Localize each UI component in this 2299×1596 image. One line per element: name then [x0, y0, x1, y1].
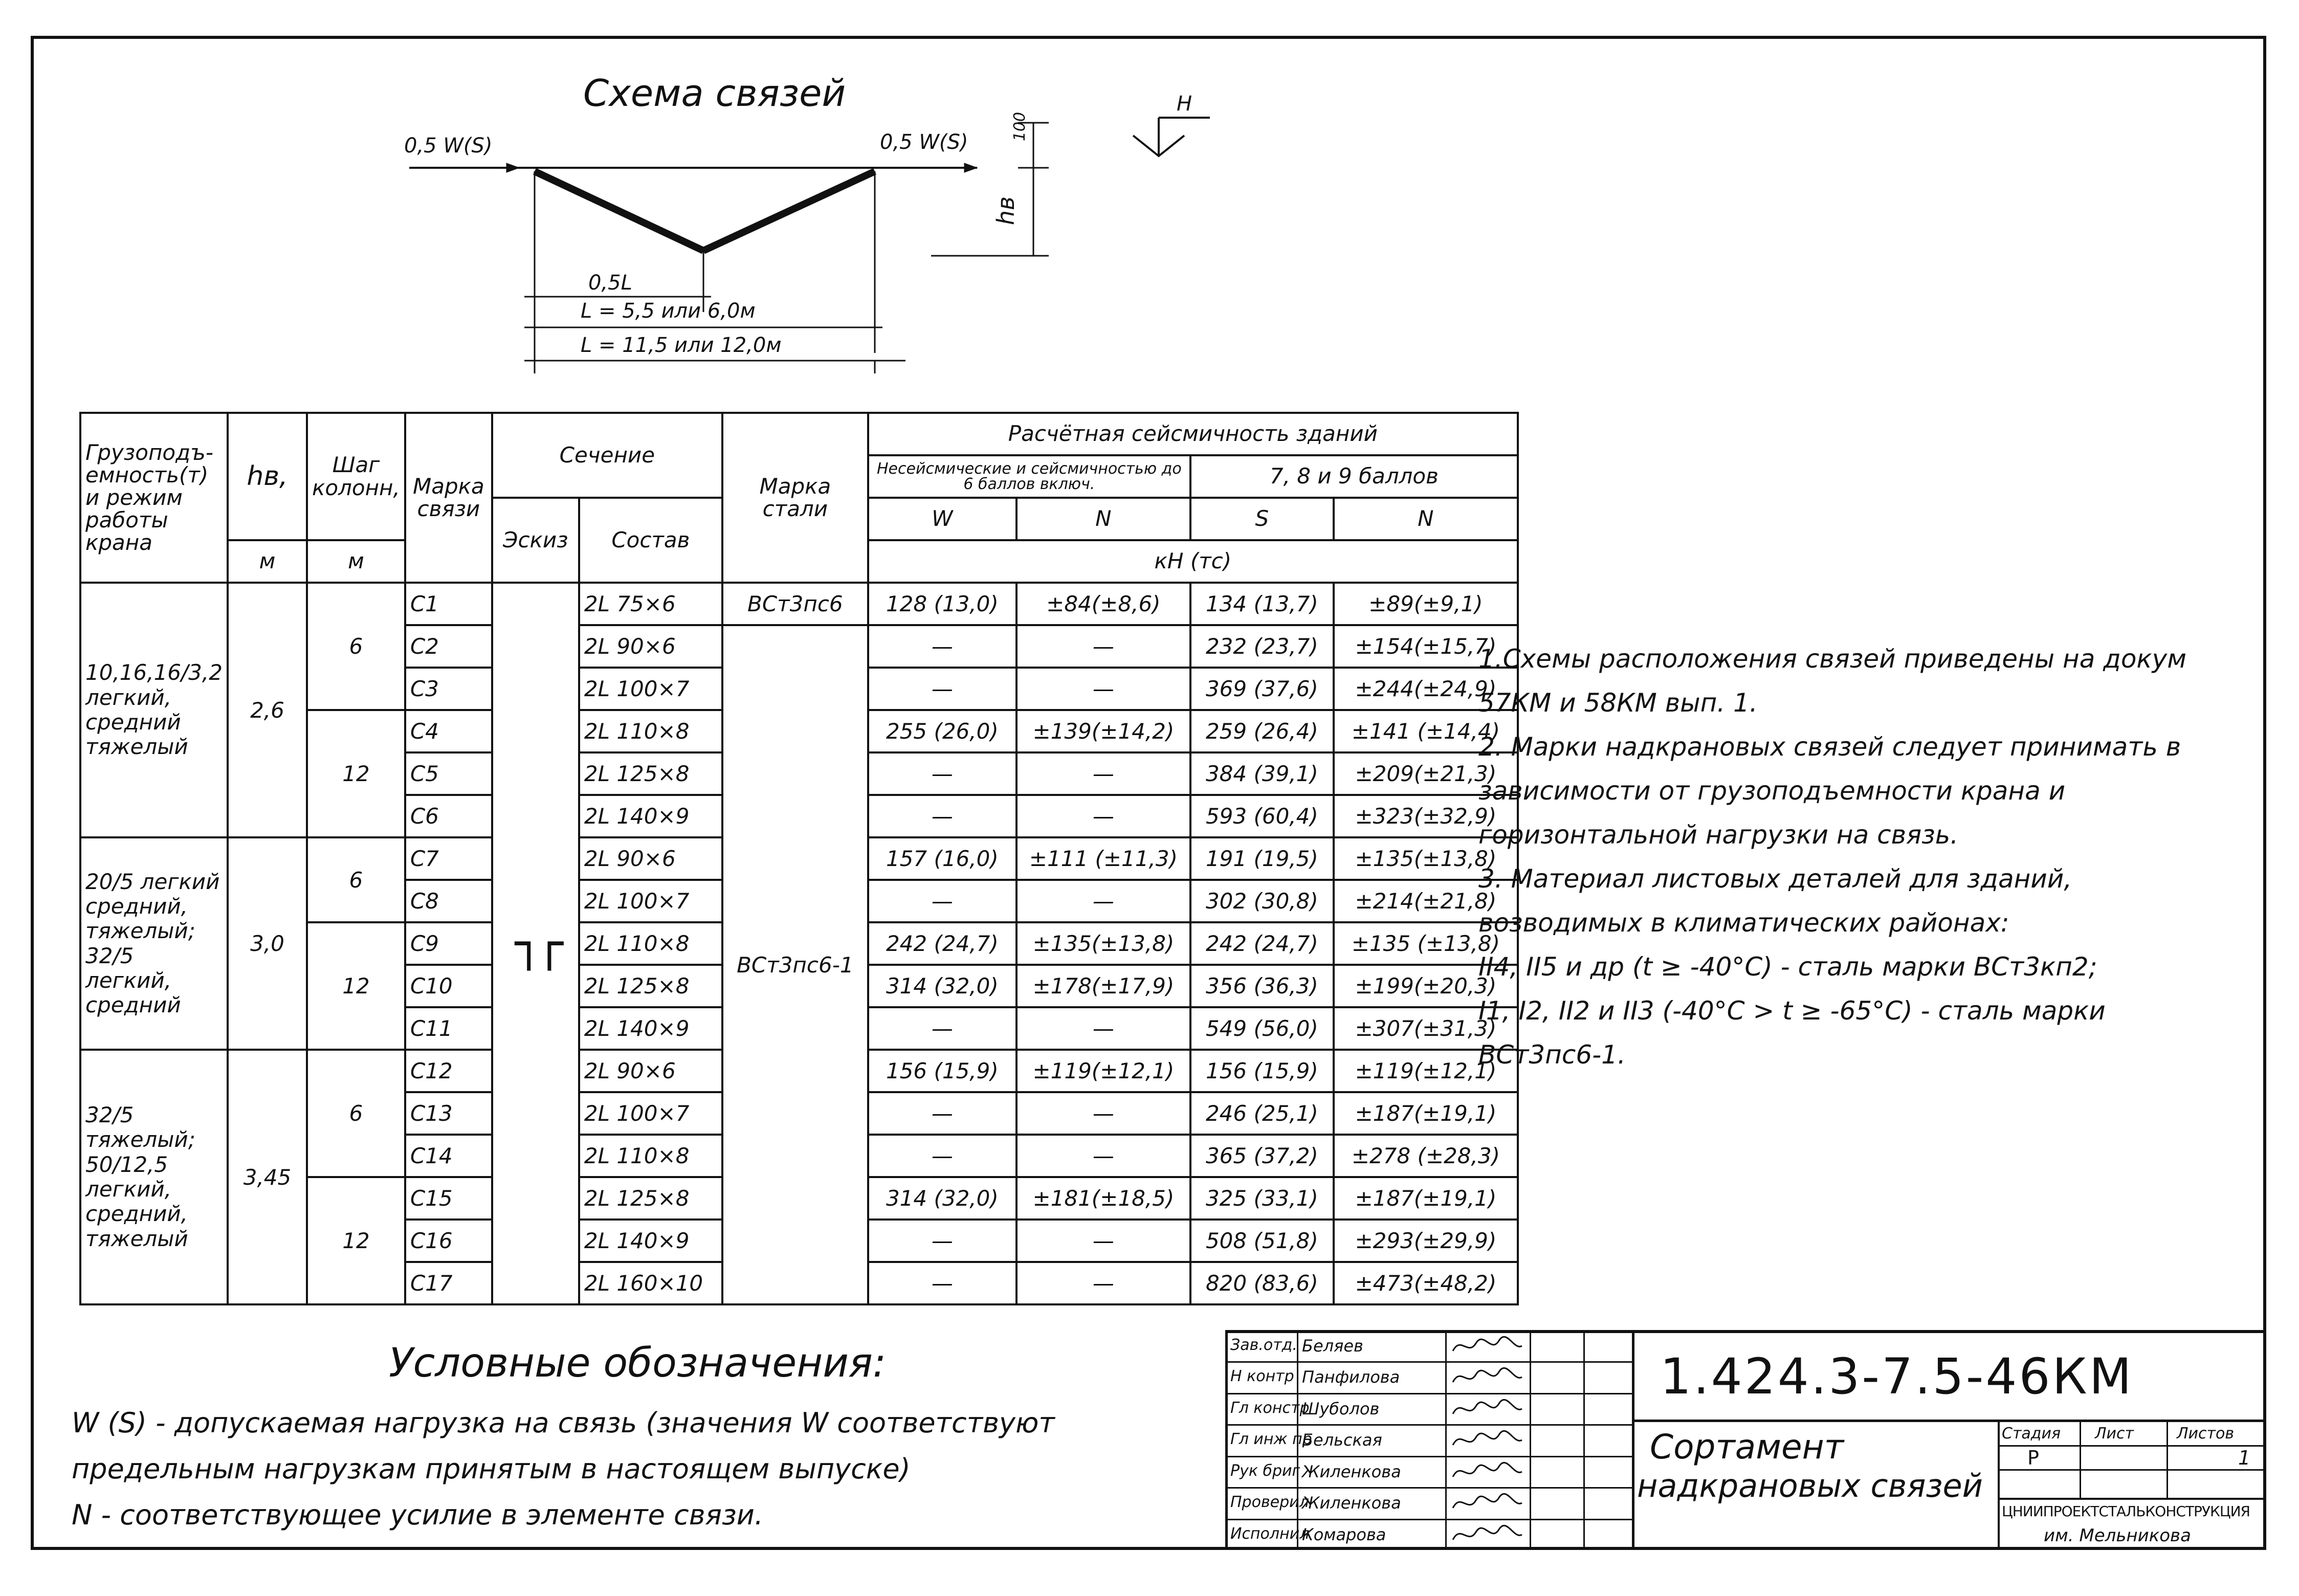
- n-value-cell: ±111 (±11,3): [1016, 837, 1190, 880]
- w-value-cell: —: [868, 668, 1016, 710]
- n2-value-cell: ±141 (±14,4): [1334, 710, 1518, 752]
- s-value-cell: 365 (37,2): [1190, 1135, 1334, 1177]
- composition-cell: 2L 125×8: [579, 752, 722, 795]
- bracing-mark-cell: С16: [405, 1220, 492, 1262]
- n2-value-cell: ±278 (±28,3): [1334, 1135, 1518, 1177]
- legend-line-2: предельным нагрузкам принятым в настоящем выпуске): [72, 1453, 911, 1485]
- s-value-cell: 549 (56,0): [1190, 1007, 1334, 1050]
- role-label: Зав.отд.: [1230, 1336, 1297, 1354]
- scheme-title: Схема связей: [583, 72, 846, 115]
- n2-value-cell: ±89(±9,1): [1334, 583, 1518, 625]
- signature-icon: [1450, 1333, 1527, 1359]
- hb-cell: 2,6: [228, 583, 307, 837]
- n2-value-cell: ±119(±12,1): [1334, 1050, 1518, 1092]
- w-value-cell: 314 (32,0): [868, 1177, 1016, 1220]
- bracing-mark-cell: С9: [405, 922, 492, 965]
- col-w-header: W: [868, 498, 1016, 540]
- composition-cell: 2L 110×8: [579, 710, 722, 752]
- stage-value: Р: [2027, 1447, 2039, 1469]
- seismic789-header: 7, 8 и 9 баллов: [1190, 455, 1518, 498]
- w-value-cell: —: [868, 1135, 1016, 1177]
- bracing-scheme: [389, 66, 1105, 373]
- composition-cell: 2L 75×6: [579, 583, 722, 625]
- seismic-header: Расчётная сейсмичность зданий: [868, 413, 1518, 455]
- signer-name: Комарова: [1302, 1524, 1386, 1544]
- role-label: Гл инж пр: [1230, 1430, 1312, 1449]
- n2-value-cell: ±209(±21,3): [1334, 752, 1518, 795]
- level-mark-label: Н: [1177, 92, 1192, 116]
- col-n-header: N: [1016, 498, 1190, 540]
- n-value-cell: ±178(±17,9): [1016, 965, 1190, 1007]
- composition-cell: 2L 90×6: [579, 837, 722, 880]
- note-3a: II4, II5 и др (t ≥ -40°С) - сталь марки ВСт3кп2;: [1478, 952, 2097, 982]
- n-value-cell: ±84(±8,6): [1016, 583, 1190, 625]
- n2-value-cell: ±135 (±13,8): [1334, 922, 1518, 965]
- composition-cell: 2L 140×9: [579, 1007, 722, 1050]
- n2-value-cell: ±307(±31,3): [1334, 1007, 1518, 1050]
- n-value-cell: ±181(±18,5): [1016, 1177, 1190, 1220]
- role-label: Рук бриг: [1230, 1461, 1300, 1480]
- legend-line-1: W (S) - допускаемая нагрузка на связь (значения W соответствуют: [72, 1407, 1055, 1439]
- n-value-cell: —: [1016, 752, 1190, 795]
- composition-cell: 2L 90×6: [579, 625, 722, 668]
- bracing-mark-cell: С2: [405, 625, 492, 668]
- w-value-cell: —: [868, 752, 1016, 795]
- table-row: [80, 583, 1518, 625]
- n2-value-cell: ±214(±21,8): [1334, 880, 1518, 922]
- bracing-mark-cell: С3: [405, 668, 492, 710]
- w-value-cell: 242 (24,7): [868, 922, 1016, 965]
- bracing-mark-cell: С17: [405, 1262, 492, 1304]
- bracing-mark-cell: С4: [405, 710, 492, 752]
- n-value-cell: —: [1016, 880, 1190, 922]
- n-value-cell: —: [1016, 1135, 1190, 1177]
- w-value-cell: 255 (26,0): [868, 710, 1016, 752]
- n2-value-cell: ±244(±24,9): [1334, 668, 1518, 710]
- signer-name: Беляев: [1302, 1336, 1363, 1356]
- bracing-assortment-table: [79, 412, 1519, 1305]
- w-value-cell: —: [868, 1092, 1016, 1135]
- s-value-cell: 325 (33,1): [1190, 1177, 1334, 1220]
- bracing-mark-cell: С14: [405, 1135, 492, 1177]
- n-value-cell: —: [1016, 1220, 1190, 1262]
- nonseismic-header: Несейсмические и сейсмичностью до 6 баллов включ.: [868, 455, 1190, 498]
- s-value-cell: 820 (83,6): [1190, 1262, 1334, 1304]
- s-value-cell: 302 (30,8): [1190, 880, 1334, 922]
- sheets-header: Листов: [2177, 1425, 2235, 1443]
- col-capacity-header: Грузоподъ-емность(т) и режим работы крана: [80, 413, 228, 583]
- w-value-cell: 314 (32,0): [868, 965, 1016, 1007]
- note-3: 3. Материал листовых деталей для зданий, возводимых в климатических районах:: [1478, 864, 2072, 938]
- composition-cell: 2L 125×8: [579, 1177, 722, 1220]
- level-mark-icon: [1123, 92, 1215, 169]
- col-s-header: S: [1190, 498, 1334, 540]
- n-value-cell: —: [1016, 795, 1190, 837]
- bracing-mark-cell: С5: [405, 752, 492, 795]
- doc-title-line-1: Сортамент: [1650, 1427, 1844, 1467]
- crane-group-cell: 20/5 легкий средний, тяжелый; 32/5 легкий, средний: [80, 837, 228, 1050]
- s-value-cell: 508 (51,8): [1190, 1220, 1334, 1262]
- units-header: кН (тс): [868, 540, 1518, 583]
- bracing-mark-cell: С11: [405, 1007, 492, 1050]
- composition-cell: 2L 125×8: [579, 965, 722, 1007]
- role-label: Н контр: [1230, 1367, 1294, 1386]
- signature-icon: [1450, 1522, 1527, 1547]
- col-step-header: Шаг колонн,: [307, 413, 405, 540]
- w-value-cell: —: [868, 1220, 1016, 1262]
- legend-title: Условные обозначения:: [389, 1340, 887, 1386]
- signature-icon: [1450, 1459, 1527, 1484]
- note-1: 1.Схемы расположения связей приведены на докум 57КМ и 58КМ вып. 1.: [1478, 644, 2186, 718]
- n2-value-cell: ±293(±29,9): [1334, 1220, 1518, 1262]
- span-1-label: L = 5,5 или 6,0м: [581, 299, 756, 323]
- w-value-cell: —: [868, 880, 1016, 922]
- s-value-cell: 242 (24,7): [1190, 922, 1334, 965]
- composition-cell: 2L 140×9: [579, 795, 722, 837]
- load-right-label: 0,5 W(S): [880, 130, 968, 154]
- bracing-mark-cell: С1: [405, 583, 492, 625]
- n-value-cell: ±135(±13,8): [1016, 922, 1190, 965]
- s-value-cell: 593 (60,4): [1190, 795, 1334, 837]
- note-3b: I1, I2, II2 и II3 (-40°С > t ≥ -65°С) - сталь марки: [1478, 996, 2106, 1026]
- signer-name: Жиленкова: [1302, 1493, 1401, 1513]
- doc-title-line-2: надкрановых связей: [1637, 1467, 1983, 1504]
- w-value-cell: —: [868, 795, 1016, 837]
- sheets-value: 1: [2238, 1447, 2251, 1469]
- n2-value-cell: ±187(±19,1): [1334, 1092, 1518, 1135]
- n-value-cell: —: [1016, 1262, 1190, 1304]
- hb-cell: 3,0: [228, 837, 307, 1050]
- col-steel-header: Марка стали: [722, 413, 868, 583]
- role-label: Исполнил: [1230, 1524, 1310, 1543]
- composition-cell: 2L 160×10: [579, 1262, 722, 1304]
- s-value-cell: 369 (37,6): [1190, 668, 1334, 710]
- signer-name: Панфилова: [1302, 1367, 1400, 1387]
- stage-header: Стадия: [2002, 1425, 2061, 1443]
- step-unit: м: [307, 540, 405, 583]
- bracing-mark-cell: С8: [405, 880, 492, 922]
- step-cell: 12: [307, 710, 405, 837]
- crane-group-cell: 32/5 тяжелый; 50/12,5 легкий, средний, тяжелый: [80, 1050, 228, 1304]
- signer-name: Шуболов: [1302, 1399, 1380, 1418]
- signer-name: Бельская: [1302, 1430, 1382, 1450]
- hb-unit: м: [228, 540, 307, 583]
- s-value-cell: 384 (39,1): [1190, 752, 1334, 795]
- dim-hb-label: hв: [992, 196, 1020, 226]
- note-3c: ВСт3пс6-1.: [1478, 1040, 1626, 1070]
- n-value-cell: —: [1016, 625, 1190, 668]
- n2-value-cell: ±154(±15,7): [1334, 625, 1518, 668]
- step-cell: 6: [307, 583, 405, 710]
- steel-cell: ВСт3пс6: [722, 583, 868, 625]
- composition-cell: 2L 110×8: [579, 922, 722, 965]
- title-block: [1225, 1330, 2266, 1550]
- s-value-cell: 156 (15,9): [1190, 1050, 1334, 1092]
- s-value-cell: 259 (26,4): [1190, 710, 1334, 752]
- steel-cell: ВСт3пс6-1: [722, 625, 868, 1304]
- legend-line-3: N - соответствующее усилие в элементе связи.: [72, 1499, 763, 1531]
- col-section-header: Сечение: [492, 413, 722, 498]
- w-value-cell: 157 (16,0): [868, 837, 1016, 880]
- n-value-cell: ±139(±14,2): [1016, 710, 1190, 752]
- w-value-cell: 128 (13,0): [868, 583, 1016, 625]
- s-value-cell: 232 (23,7): [1190, 625, 1334, 668]
- bracing-mark-cell: С12: [405, 1050, 492, 1092]
- col-sketch-header: Эскиз: [492, 498, 579, 583]
- n2-value-cell: ±323(±32,9): [1334, 795, 1518, 837]
- signature-icon: [1450, 1364, 1527, 1390]
- role-label: Гл констр: [1230, 1399, 1310, 1417]
- col-mark-header: Марка связи: [405, 413, 492, 583]
- bracing-mark-cell: С13: [405, 1092, 492, 1135]
- w-value-cell: —: [868, 1007, 1016, 1050]
- composition-cell: 2L 140×9: [579, 1220, 722, 1262]
- step-cell: 12: [307, 922, 405, 1050]
- n2-value-cell: ±199(±20,3): [1334, 965, 1518, 1007]
- sketch-cell: ┐┌: [492, 583, 579, 1304]
- span-2-label: L = 11,5 или 12,0м: [581, 334, 782, 357]
- org-name-1: ЦНИИПРОЕКТСТАЛЬКОНСТРУКЦИЯ: [2002, 1503, 2250, 1520]
- step-cell: 12: [307, 1177, 405, 1304]
- bracing-mark-cell: С10: [405, 965, 492, 1007]
- signer-name: Жиленкова: [1302, 1461, 1401, 1481]
- bracing-mark-cell: С15: [405, 1177, 492, 1220]
- bracing-mark-cell: С6: [405, 795, 492, 837]
- n2-value-cell: ±187(±19,1): [1334, 1177, 1518, 1220]
- sheet-header: Лист: [2095, 1425, 2134, 1443]
- note-2: 2. Марки надкрановых связей следует принимать в зависимости от грузоподъемности крана и горизонтальной нагрузки на связь.: [1478, 732, 2181, 850]
- n-value-cell: —: [1016, 1007, 1190, 1050]
- w-value-cell: —: [868, 625, 1016, 668]
- s-value-cell: 191 (19,5): [1190, 837, 1334, 880]
- s-value-cell: 246 (25,1): [1190, 1092, 1334, 1135]
- composition-cell: 2L 90×6: [579, 1050, 722, 1092]
- signature-icon: [1450, 1427, 1527, 1453]
- bracing-mark-cell: С7: [405, 837, 492, 880]
- signature-icon: [1450, 1490, 1527, 1516]
- doc-code: 1.424.3-7.5-46КМ: [1660, 1348, 2134, 1405]
- s-value-cell: 134 (13,7): [1190, 583, 1334, 625]
- org-name-2: им. Мельникова: [2044, 1525, 2191, 1546]
- n-value-cell: ±119(±12,1): [1016, 1050, 1190, 1092]
- crane-group-cell: 10,16,16/3,2 легкий, средний тяжелый: [80, 583, 228, 837]
- composition-cell: 2L 100×7: [579, 668, 722, 710]
- w-value-cell: —: [868, 1262, 1016, 1304]
- n2-value-cell: ±135(±13,8): [1334, 837, 1518, 880]
- n-value-cell: —: [1016, 1092, 1190, 1135]
- n-value-cell: —: [1016, 668, 1190, 710]
- n2-value-cell: ±473(±48,2): [1334, 1262, 1518, 1304]
- hb-cell: 3,45: [228, 1050, 307, 1304]
- col-hb-header: hв,: [228, 413, 307, 540]
- col-n2-header: N: [1334, 498, 1518, 540]
- half-span-label: 0,5L: [588, 271, 632, 295]
- step-cell: 6: [307, 837, 405, 922]
- load-left-label: 0,5 W(S): [404, 134, 493, 158]
- notes-block: [1478, 637, 2236, 1077]
- dim-100-label: 100: [1011, 112, 1029, 142]
- role-label: Проверил: [1230, 1493, 1309, 1512]
- composition-cell: 2L 110×8: [579, 1135, 722, 1177]
- s-value-cell: 356 (36,3): [1190, 965, 1334, 1007]
- composition-cell: 2L 100×7: [579, 880, 722, 922]
- col-composition-header: Состав: [579, 498, 722, 583]
- step-cell: 6: [307, 1050, 405, 1177]
- w-value-cell: 156 (15,9): [868, 1050, 1016, 1092]
- composition-cell: 2L 100×7: [579, 1092, 722, 1135]
- signature-icon: [1450, 1396, 1527, 1422]
